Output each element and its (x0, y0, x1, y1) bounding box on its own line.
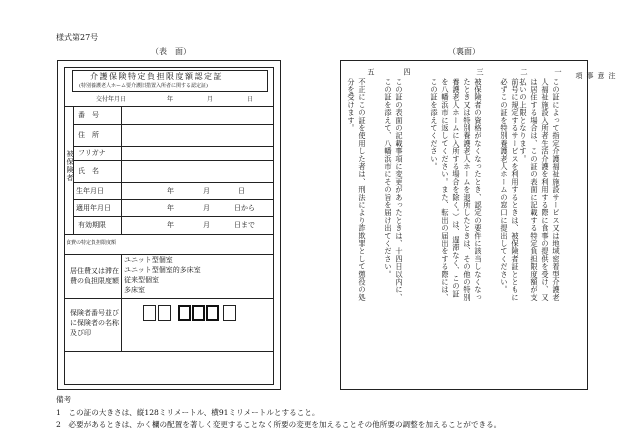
apply-day-from: 日から (234, 204, 255, 212)
insurer-number-cell[interactable] (206, 305, 219, 321)
row-name-label: 氏 名 (78, 167, 99, 175)
certificate-subtitle: (特別養護老人ホーム要介護旧措置入所者に関する認定証) (79, 83, 208, 89)
back-side-label: （裏面） (448, 47, 480, 56)
special-burden-label: 食費の特定負担限度額 (66, 240, 117, 246)
notice-num-4: 四 (403, 68, 412, 76)
room-type-multi-bed: 多床室 (124, 286, 145, 294)
row-furigana-label: フリガナ (78, 149, 106, 157)
notice-text-4: この証の表面の記載事項に変更があったときは、十四日以内に、この証を添えて、八幡浜市にその旨を届け出てください。 (384, 78, 404, 302)
table-border (121, 254, 122, 298)
expiry-year: 年 (167, 221, 174, 229)
row-number-label: 番 号 (78, 111, 99, 119)
notice-num-3: 三 (476, 68, 485, 76)
table-border (73, 182, 274, 183)
row-address-label: 住 所 (78, 131, 99, 139)
insurer-label: 保険者番号並びに保険者の名称及び印 (70, 309, 119, 337)
table-border (64, 298, 274, 299)
insurer-number-cell[interactable] (223, 305, 236, 321)
row-apply-date-label: 適用年月日 (76, 204, 111, 212)
table-border (64, 254, 274, 255)
notice-text-2: 前号に規定するサービスを利用するときは、被保険者証とともに必ずこの証を特別養護老人ホームの窓口に提出してください。 (500, 78, 520, 302)
notice-num-2: 二 (520, 68, 529, 76)
apply-month: 月 (203, 204, 210, 212)
expiry-month: 月 (203, 221, 210, 229)
table-border (73, 146, 274, 147)
table-border (73, 124, 274, 125)
notes-heading: 備考 (56, 395, 72, 404)
notice-text-3: 被保険者の資格がなくなったとき、認定の要件に該当しなくなったとき又は特別養護老人ホームを退所したときは、その他の特別養護老人ホームに入所する場合を除く。）は、遅滞なく、この証を八幡浜市に返してください。また、転出の届出をする際には、この証を添えてください。 (430, 78, 483, 302)
note-item-1: 1 この証の大きさは、縦128ミリメートル、横91ミリメートルとすること。 (56, 408, 320, 417)
notice-num-1: 一 (554, 68, 563, 76)
table-border (121, 106, 122, 234)
row-birthdate-label: 生年月日 (76, 187, 104, 195)
room-type-unit-private: ユニット型個室 (124, 256, 173, 264)
table-border (64, 351, 274, 352)
table-border (73, 216, 274, 217)
notice-num-5: 五 (367, 68, 376, 76)
residence-burden-label: 居住費又は滞在費の負担限度額 (70, 267, 119, 285)
certificate-title: 介護保険特定負担限度額認定証 (90, 72, 223, 81)
insured-label: 被保険者 (66, 150, 74, 182)
room-type-unit-semi-private: ユニット型個室的多床室 (124, 266, 201, 274)
apply-year: 年 (167, 204, 174, 212)
issue-date-label: 交付年月日 (96, 96, 127, 103)
expiry-day-until: 日まで (234, 221, 255, 229)
note-item-2: 2 必要があるときは、かく欄の配置を著しく変更することなく所要の変更を加えることその他所要の調整を加えることができる。 (56, 420, 502, 429)
birth-month: 月 (203, 187, 210, 195)
issue-month: 月 (207, 96, 214, 103)
insurer-number-cell[interactable] (158, 305, 171, 321)
issue-year: 年 (167, 96, 174, 103)
notice-title: 注意事項 (575, 72, 616, 85)
birth-year: 年 (167, 187, 174, 195)
issue-day: 日 (247, 96, 254, 103)
form-number: 様式第27号 (56, 33, 99, 42)
row-expiry-label: 有効期限 (78, 221, 106, 229)
insurer-number-cell[interactable] (192, 305, 205, 321)
birth-day: 日 (238, 187, 245, 195)
room-type-conventional-private: 従来型個室 (124, 276, 159, 284)
table-border (73, 160, 274, 161)
front-side-label: （表 面） (151, 47, 191, 56)
insurer-number-cell[interactable] (178, 305, 191, 321)
notice-text-5: 不正にこの証を使用した者は、刑法により詐欺罪として懲役の処分を受けます。 (347, 78, 367, 302)
table-border (64, 234, 274, 235)
notice-text-1: この証によって指定介護福祉施設サービス又は地域密着型介護老人福祉施設入所者生活介護を利用する際に食事の提供を受け、又は居住する場合は、この証の表面に記載する特定負担限度額が支払いの上限となります。 (519, 78, 561, 302)
table-border (73, 199, 274, 200)
insurer-number-cell[interactable] (143, 305, 156, 321)
table-border (121, 298, 122, 351)
table-border (64, 106, 274, 107)
